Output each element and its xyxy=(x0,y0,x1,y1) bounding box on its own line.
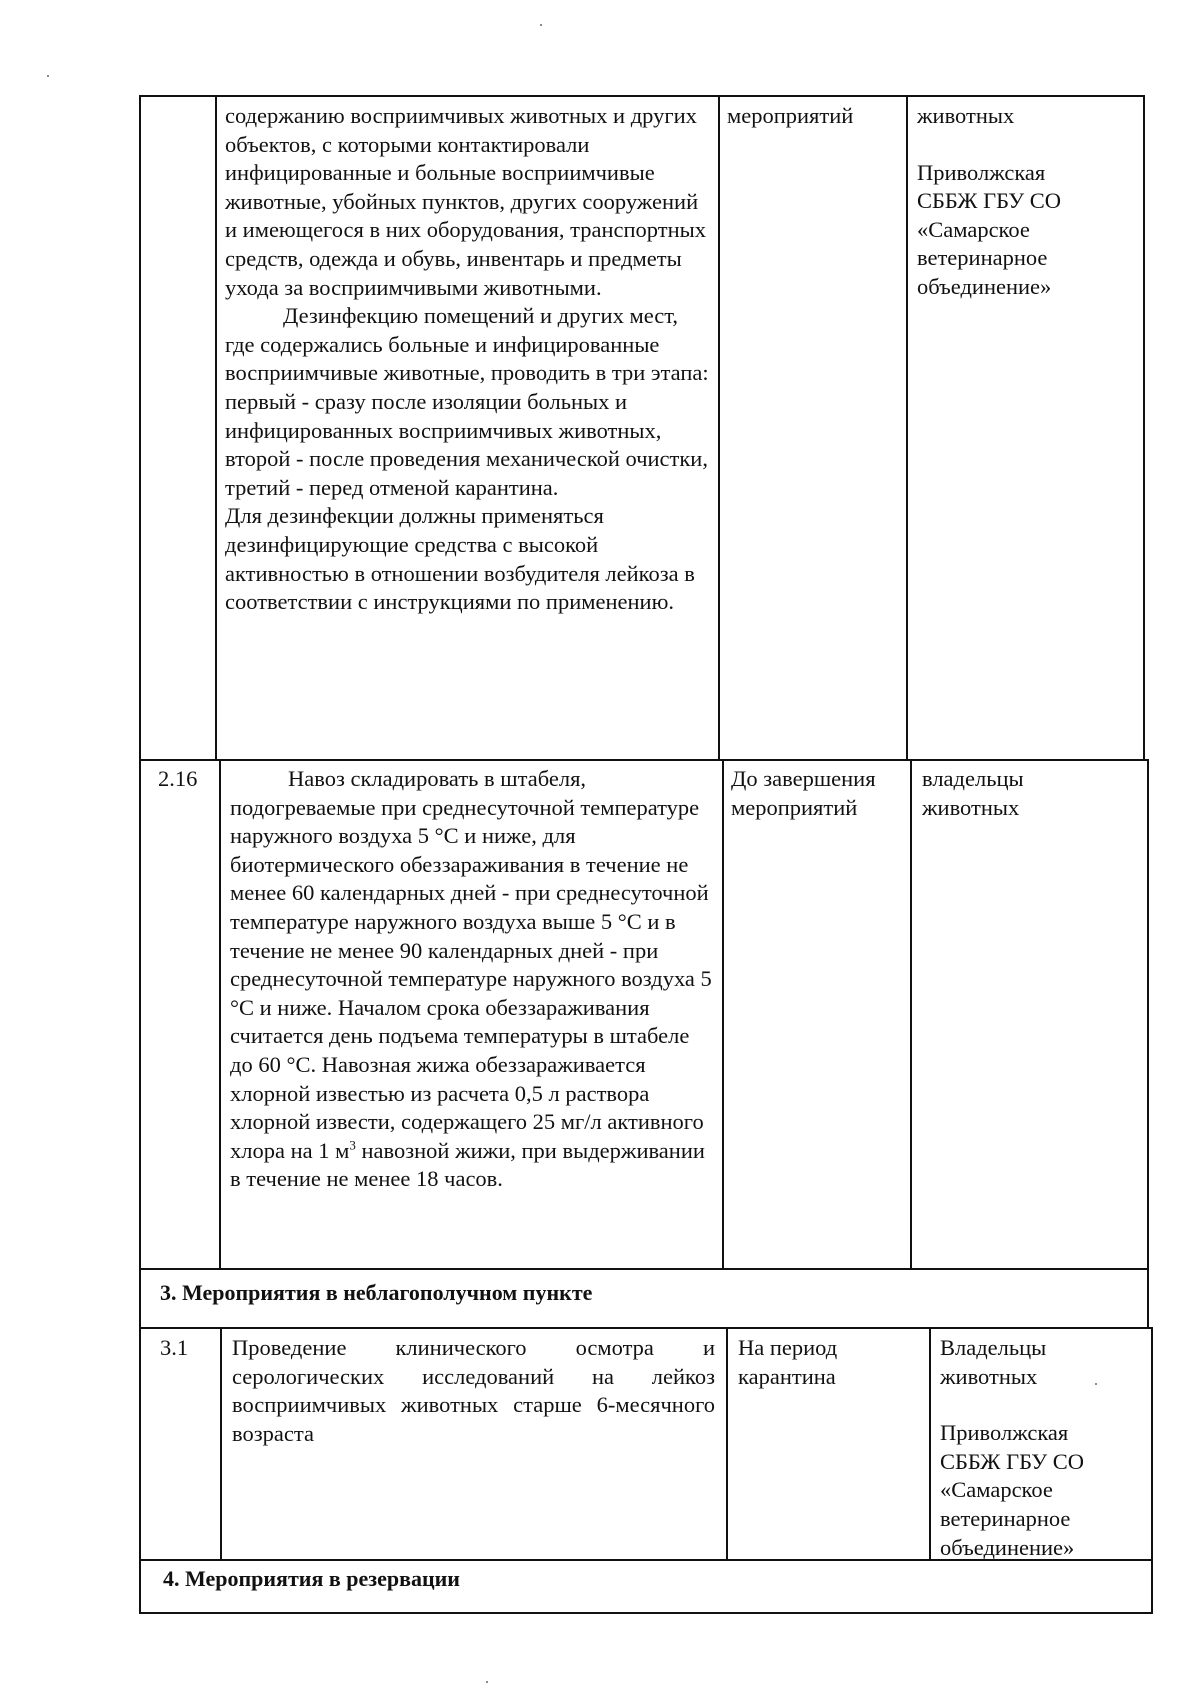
responsible-org: Приволжская СББЖ ГБУ СО «Самарское ветеринарное объединение» xyxy=(940,1420,1085,1560)
row-cont-description xyxy=(225,102,711,617)
row-216-number: 2.16 xyxy=(158,766,198,791)
col-divider-desc-term xyxy=(722,759,724,1269)
row-31-number: 3.1 xyxy=(160,1335,189,1360)
description-main: Навоз складировать в штабеля, подогреваемые при среднесуточной температуре наружного воздуха 5 °С и ниже, для биотермического обеззараживания в течение не менее 60 календарных дней - при среднесуточной температуре наружного воздуха выше 5 °С и в течение не менее 90 календарных дней - при среднесуточной температуре наружного воздуха 5 °С и ниже. Началом срока обеззараживания считается день подъема температуры в штабеле до 60 °С. Навозная жижа обеззараживается хлорной известью из расчета 0,5 л раствора хлорной извести, содержащего 25 мг/л активного хлора на 1 xyxy=(230,766,712,1163)
row-cont-responsible xyxy=(917,102,1132,302)
description-paragraph xyxy=(230,765,712,1194)
table-right-border xyxy=(1151,1327,1153,1614)
table-top-border xyxy=(139,95,1145,97)
row-divider-section3-31 xyxy=(139,1327,1151,1329)
section-3-heading: 3. Мероприятия в неблагополучном пункте xyxy=(160,1280,593,1305)
unit-m: м xyxy=(335,1137,350,1163)
row-216-description xyxy=(230,765,712,1194)
section-4-heading: 4. Мероприятия в резервации xyxy=(163,1566,460,1591)
scan-speck xyxy=(540,24,542,26)
row-cont-term: мероприятий xyxy=(727,103,854,128)
description-paragraph: Для дезинфекции должны применяться дезинфицирующие средства с высокой активностью в отношении возбудителя лейкоза в соответствии с инструкциями по применению. xyxy=(225,503,695,615)
responsible-owner: Владельцы животных xyxy=(940,1335,1047,1389)
row-divider-216-section3 xyxy=(139,1268,1149,1270)
row-31-term: На период карантина xyxy=(738,1335,838,1389)
col-divider-desc-term xyxy=(726,1327,728,1560)
row-216-term: До завершения мероприятий xyxy=(731,766,876,820)
row-216-responsible: владельцы животных xyxy=(922,766,1024,820)
responsible-owner: животных xyxy=(917,103,1015,128)
row-divider-cont-216 xyxy=(139,759,1147,761)
col-divider-term-resp xyxy=(906,95,908,760)
row-31-description: Проведение клинического осмотра и серологических исследований на лейкоз восприимчивых животных старше 6-месячного возраста xyxy=(232,1335,715,1446)
table-right-border xyxy=(1143,95,1145,760)
description-paragraph: Дезинфекцию помещений и других мест, где содержались больные и инфицированные восприимчивые животные, проводить в три этапа: первый - сразу после изоляции больных и инфицированных восприимчивых животных, второй - после проведения механической очистки, третий - перед отменой карантина. xyxy=(225,303,709,500)
responsible-org: Приволжская СББЖ ГБУ СО «Самарское ветеринарное объединение» xyxy=(917,159,1062,299)
scan-speck xyxy=(1095,1383,1097,1385)
description-tail: навозной жижи, при выдерживании в течение не менее 18 часов. xyxy=(230,1137,705,1192)
scan-speck xyxy=(486,1681,488,1683)
table-left-border xyxy=(139,95,141,1614)
col-divider-num-desc xyxy=(219,759,221,1269)
scan-speck xyxy=(47,75,49,77)
row-31-responsible xyxy=(940,1334,1140,1562)
col-divider-num-desc xyxy=(215,95,217,760)
table-right-border xyxy=(1147,759,1149,1328)
col-divider-desc-term xyxy=(718,95,720,760)
col-divider-term-resp xyxy=(910,759,912,1269)
table-bottom-border xyxy=(139,1612,1153,1614)
unit-superscript: 3 xyxy=(349,1137,356,1153)
description-paragraph: содержанию восприимчивых животных и других объектов, с которыми контактировали инфицированные и больные восприимчивые животные, убойных пунктов, других сооружений и имеющегося в них оборудования, транспортных средств, одежда и обувь, инвентарь и предметы ухода за восприимчивыми животными. xyxy=(225,103,706,300)
col-divider-term-resp xyxy=(929,1327,931,1560)
col-divider-num-desc xyxy=(220,1327,222,1560)
